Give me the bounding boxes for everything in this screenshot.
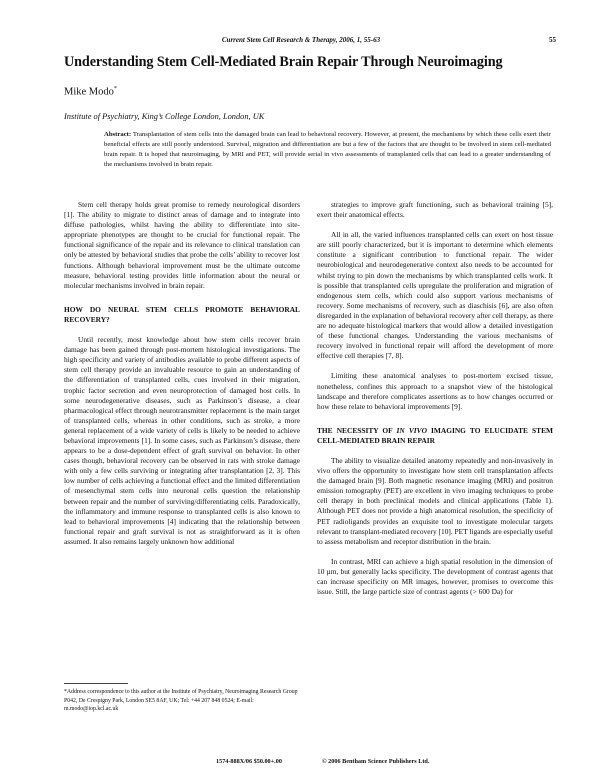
- paragraph: strategies to improve graft functioning, such as behavioral training [5], exert their anatomical effects.: [317, 200, 553, 220]
- heading-part: THE NECESSITY OF: [317, 425, 397, 435]
- author-name: Mike Modo: [64, 86, 114, 98]
- running-head: Current Stem Cell Research & Therapy, 2006, 1, 55-63: [221, 36, 381, 44]
- article-title: Understanding Stem Cell-Mediated Brain Repair Through Neuroimaging: [64, 54, 503, 70]
- copyright: © 2006 Bentham Science Publishers Ltd.: [322, 758, 430, 765]
- affiliation: Institute of Psychiatry, King’s College London, London, UK: [64, 112, 265, 121]
- issn: 1574-888X/06 $50.00+.00: [216, 758, 282, 765]
- section-heading: [317, 426, 553, 446]
- footnote: *Address correspondence to this author at the Institute of Psychiatry, Neuroimaging Research Group P042, De Crespigny Park, London SE5 8AF, UK; Tel: +44 207 848 0524; E-mail: m.modo@iop.kcl.ac.uk: [64, 689, 298, 712]
- abstract-text: Transplantation of stem cells into the damaged brain can lead to behavioral recovery. However, at present, the mechanisms by which these cells exert their beneficial effects are still poorly understood. Survival, migration and differentiation are but a few of the factors that are thought to be involved in stem cell-mediated brain repair. It is hoped that neuroimaging, by MRI and PET, will provide serial in vivo assessments of transplanted cells that can lead to a greater understanding of the mechanisms involved in brain repair.: [104, 131, 551, 169]
- paragraph: All in all, the varied influences transplanted cells can exert on host tissue are still poorly characterized, but it is important to determine which elements constitute a significant contribution to functional repair. The wider neurobiological and neurodegenerative context also needs to be accounted for whilst trying to pin down the mechanisms by which transplanted cells work. It is possible that transplanted cells upregulate the proliferation and migration of endogenous stem cells, which could also support various mechanisms of recovery. Some mechanisms of recovery, such as diaschisis [6], are also often disregarded in the explanation of behavioral recovery after cell therapy, as there are no adequate histological markers that would allow a detailed investigation of these functional changes. Understanding the various mechanisms of recovery involved in functional repair will afford the development of more effective cell therapies [7, 8].: [317, 230, 553, 361]
- abstract: [104, 130, 551, 170]
- paragraph: In contrast, MRI can achieve a high spatial resolution in the dimension of 10 µm, but generally lacks specificity. The development of contrast agents that can increase specificity on MR images, however, promises to overcome this issue. Still, the large particle size of contrast agents (> 600 Da) for: [317, 556, 553, 597]
- page-number: 55: [549, 36, 556, 44]
- abstract-label: Abstract:: [104, 131, 132, 138]
- author-line: [64, 86, 117, 98]
- right-column: [317, 200, 553, 597]
- paragraph: Stem cell therapy holds great promise to remedy neurological disorders [1]. The ability to migrate to distinct areas of damage and to integrate into diffuse pathologies, whilst having the ability to differentiate into site-appropriate phenotypes are thought to be crucial for functional repair. The functional significance of the repair and its relevance to clinical translation can only be attested by behavioral studies that probe the cells’ ability to recover lost functions. Although behavioral improvement must be the ultimate outcome measure, behavioral testing provides little information about the neural or molecular mechanisms involved in brain repair.: [64, 200, 300, 290]
- section-heading: HOW DO NEURAL STEM CELLS PROMOTE BEHAVIORAL RECOVERY?: [64, 304, 300, 324]
- author-mark: *: [113, 86, 117, 92]
- footnote-rule: [64, 683, 128, 684]
- left-column: [64, 200, 300, 547]
- heading-part: IMAGING TO ELUCIDATE STEM CELL-MEDIATED BRAIN REPAIR: [317, 425, 553, 445]
- paragraph: Limiting these anatomical analyses to post-mortem excised tissue, nonetheless, confines this approach to a snapshot view of the histological landscape and therefore complicates assertions as to how changes occurred or how these relate to behavioral improvements [9].: [317, 371, 553, 411]
- paragraph: Until recently, most knowledge about how stem cells recover brain damage has been gained through post-mortem histological investigations. The high specificity and variety of antibodies available to probe different aspects of stem cell therapy provide an invaluable resource to gain an understanding of the differentiation of transplanted cells, cues involved in their migration, trophic factor secretion and even neuroprotection of damaged host cells. In some neurodegenerative diseases, such as Parkinson’s disease, a clear pharmacological effect through neurotransmitter replacement is the main target of transplanted cells, whereas in other conditions, such as stroke, a more general replacement of a wide variety of cells is likely to be needed to achieve behavioral improvements [1]. In some cases, such as Parkinson’s disease, there appears to be a dose-dependent effect of graft survival on behavior. In other cases though, behavioral recovery can be observed in rats with stroke damage with only a few cells surviving or integrating after transplantation [2, 3]. This low number of cells achieving a functional effect and the limited differentiation of mesenchymal stem cells into neuronal cells question the relationship between repair and the number of surviving/differentiating cells. Paradoxically, the inflammatory and immune response to transplanted cells is also known to lead to behavioral improvements [4] indicating that the relationship between functional repair and graft survival is not as straightforward as it is often assumed. It also remains largely unknown how additional: [64, 335, 300, 546]
- paragraph: The ability to visualize detailed anatomy repeatedly and non-invasively in vivo offers the opportunity to investigate how stem cell transplantation affects the damaged brain [9]. Both magnetic resonance imaging (MRI) and positron emission tomography (PET) are excellent in vivo imaging techniques to probe cell therapy in both preclinical models and clinical applications (Table 1). Although PET does not provide a high anatomical resolution, the specificity of PET radioligands provides an exquisite tool to investigate molecular targets relevant to transplant-mediated recovery [10]. PET ligands are especially useful to assess metabolism and receptor distribution in the brain.: [317, 455, 553, 546]
- heading-italic: IN VIVO: [396, 425, 427, 435]
